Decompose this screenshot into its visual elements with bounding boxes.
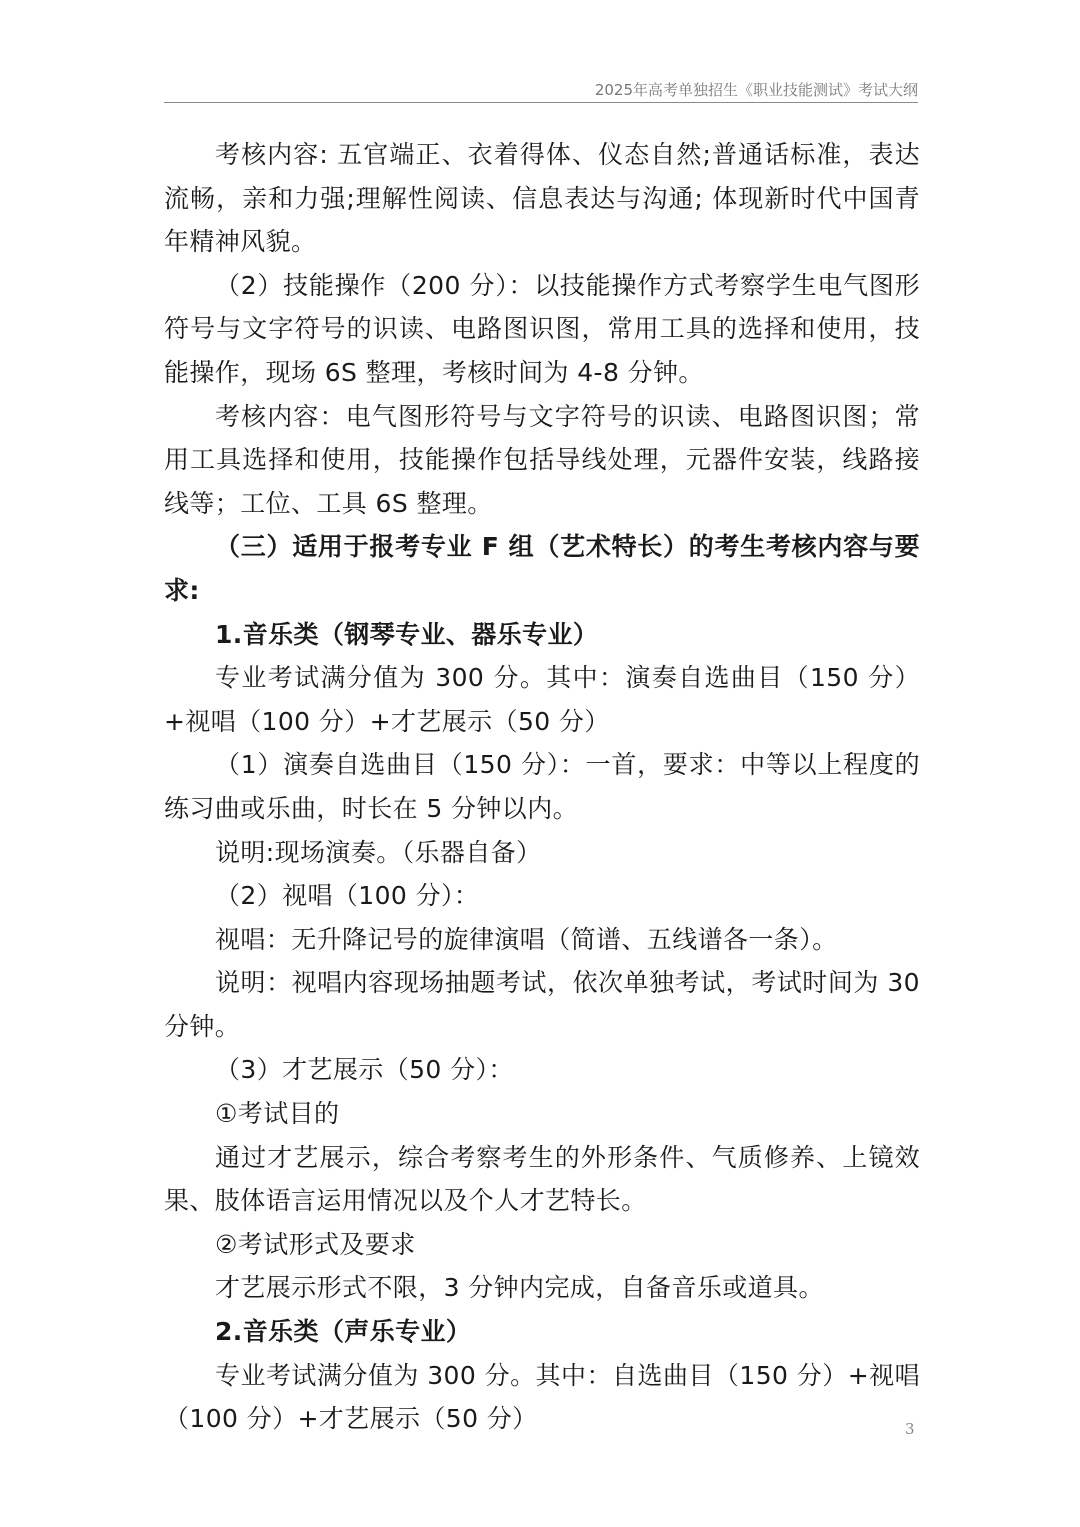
paragraph: 考核内容：电气图形符号与文字符号的识读、电路图识图；常用工具选择和使用，技能操作包括导线处理，元器件安装，线路接线等；工位、工具 6S 整理。: [164, 401, 920, 518]
paragraph: 考核内容: 五官端正、衣着得体、仪态自然;普通话标准，表达流畅，亲和力强;理解性阅读、信息表达与沟通; 体现新时代中国青年精神风貌。: [164, 140, 920, 257]
subsection-heading: 1.音乐类（钢琴专业、器乐专业）: [215, 619, 599, 649]
paragraph: ①考试目的: [215, 1099, 340, 1129]
section-heading: （三）适用于报考专业 F 组（艺术特长）的考生考核内容与要求:: [164, 532, 920, 605]
paragraph: 视唱：无升降记号的旋律演唱（简谱、五线谱各一条）。: [215, 924, 838, 954]
page-number: 3: [905, 1420, 915, 1438]
paragraph: 说明：视唱内容现场抽题考试，依次单独考试，考试时间为 30 分钟。: [164, 968, 920, 1041]
page-header: [164, 80, 918, 103]
subsection-heading: 2.音乐类（声乐专业）: [215, 1317, 472, 1347]
header-title: 2025年高考单独招生《职业技能测试》考试大纲: [594, 81, 918, 99]
paragraph: 才艺展示形式不限，3 分钟内完成，自备音乐或道具。: [215, 1273, 824, 1303]
paragraph: 专业考试满分值为 300 分。其中：演奏自选曲目（150 分）+视唱（100 分）+才艺展示（50 分）: [164, 663, 920, 736]
paragraph: ②考试形式及要求: [215, 1229, 416, 1259]
paragraph: （3）才艺展示（50 分）：: [215, 1055, 514, 1085]
paragraph: 说明:现场演奏。（乐器自备）: [215, 837, 542, 867]
paragraph: 通过才艺展示，综合考察考生的外形条件、气质修养、上镜效果、肢体语言运用情况以及个人才艺特长。: [164, 1142, 920, 1216]
paragraph: （2）视唱（100 分）：: [215, 881, 480, 911]
paragraph: （2）技能操作（200 分）：以技能操作方式考察学生电气图形符号与文字符号的识读、电路图识图，常用工具的选择和使用，技能操作，现场 6S 整理，考核时间为 4-8 分钟。: [164, 270, 920, 387]
paragraph: （1）演奏自选曲目（150 分）：一首，要求：中等以上程度的练习曲或乐曲，时长在 5 分钟以内。: [164, 750, 920, 823]
document-body: [164, 133, 920, 1441]
paragraph: 专业考试满分值为 300 分。其中：自选曲目（150 分）+视唱（100 分）+才艺展示（50 分）: [164, 1360, 920, 1434]
